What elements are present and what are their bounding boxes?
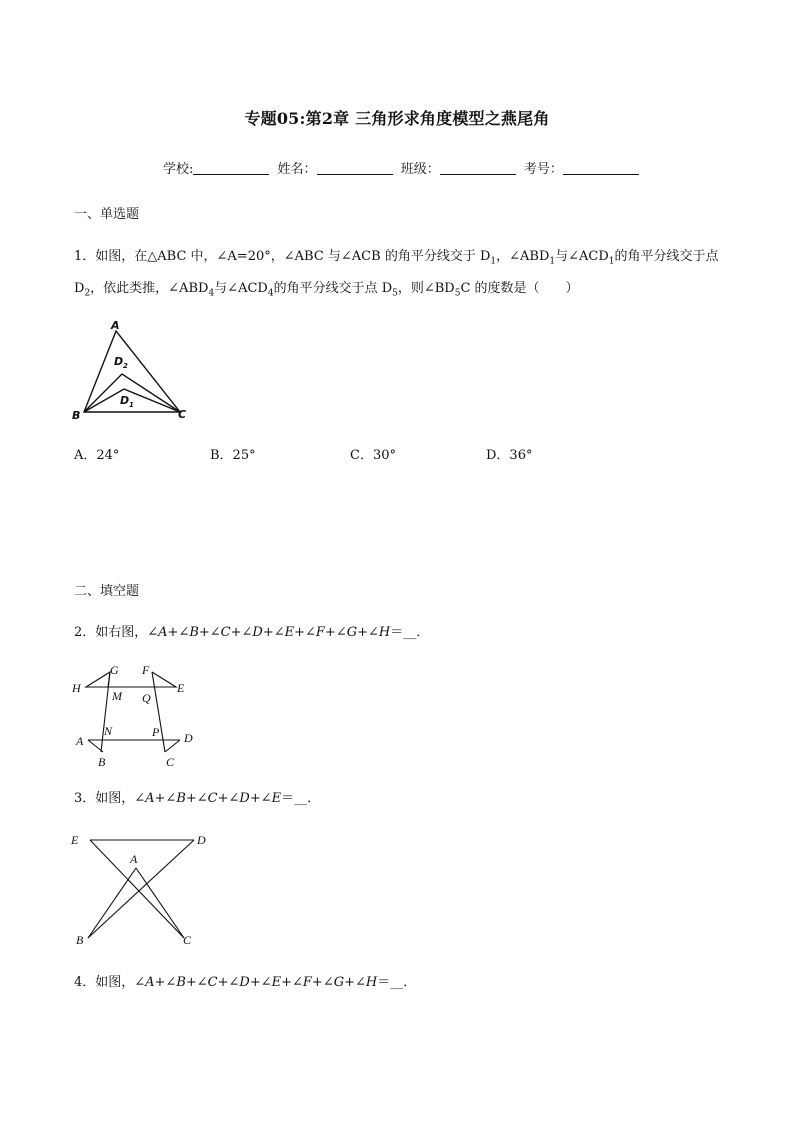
q2-bottom-left-triangle (88, 740, 103, 752)
q3-label-d: D (197, 833, 206, 847)
q1-label-c: C (178, 408, 187, 421)
q4-prefix: 4．如图， (74, 975, 135, 990)
q1-label-d1: D (120, 394, 130, 407)
q1-label-d1-sub: 1 (129, 401, 134, 409)
q3-label-b: B (76, 933, 84, 947)
number-label: 考号： (523, 162, 563, 177)
q1-text-i: ，则∠BD (397, 281, 455, 296)
q3-figure (66, 828, 216, 950)
section-fill-blank: 二、填空题 (74, 584, 140, 599)
q2-label-e: E (177, 681, 185, 695)
q2-label-c: C (166, 755, 175, 769)
q4-suffix: ＝__． (377, 975, 417, 990)
q3-expression: ∠A+∠B+∠C+∠D+∠E (134, 791, 282, 806)
q2-top-left-triangle (86, 672, 110, 687)
q1-sub: 1 (608, 256, 615, 267)
q1-label-b: B (72, 409, 81, 422)
q1-sub: 5 (392, 288, 398, 299)
q3-line-ac (136, 868, 184, 938)
q4-expression: ∠A+∠B+∠C+∠D+∠E+∠F+∠G+∠H (134, 975, 378, 990)
choice-a[interactable]: A．24° (74, 448, 120, 463)
class-blank (440, 162, 516, 175)
q2-label-p: P (152, 725, 160, 739)
choice-c[interactable]: C．30° (350, 448, 396, 463)
number-blank (563, 162, 639, 175)
q1-sub: 1 (490, 256, 497, 267)
q1-text-j: C 的度数是（ ） (460, 281, 579, 296)
q2-label-q: Q (142, 691, 151, 705)
q1-text-g: 与∠ACD (214, 281, 268, 296)
q1-sub: 4 (267, 288, 274, 299)
q1-text-f: ，依此类推，∠ABD (90, 281, 209, 296)
question-2 (74, 619, 429, 647)
question-1-line-1 (74, 243, 719, 276)
q1-text-c: 与∠ACD (555, 249, 609, 264)
q1-triangle-figure (68, 316, 198, 426)
q2-bottom-right-triangle (165, 740, 180, 752)
question-4 (74, 969, 416, 997)
q1-triangle-abc (84, 331, 180, 412)
q1-sub: 4 (208, 288, 215, 299)
choice-b[interactable]: B．25° (210, 448, 256, 463)
q2-label-b: B (98, 755, 106, 769)
q1-sub: 1 (549, 256, 556, 267)
q1-label-d2-sub: 2 (123, 362, 128, 370)
q1-text-a: 1．如图，在△ABC 中，∠A=20°，∠ABC 与∠ACB 的角平分线交于 D (74, 249, 491, 264)
school-label: 学校: (163, 162, 194, 177)
q1-label-a: A (111, 319, 120, 332)
choice-d[interactable]: D．36° (486, 448, 533, 463)
question-1-line-2 (74, 275, 579, 308)
q2-top-right-triangle (152, 672, 176, 687)
q1-text-b: ，∠ABD (496, 249, 550, 264)
section-single-choice: 一、单选题 (74, 207, 140, 222)
q3-suffix: ＝__． (281, 791, 321, 806)
question-3 (74, 785, 320, 813)
q1-text-h: 的角平分线交于点 D (273, 281, 393, 296)
student-info-line (163, 158, 643, 177)
school-blank (193, 162, 269, 175)
q1-text-d: 的角平分线交于点 (614, 249, 719, 264)
q3-label-a: A (130, 852, 138, 866)
q1-label-d2: D (114, 355, 124, 368)
q3-label-e: E (71, 833, 79, 847)
q3-label-c: C (183, 933, 192, 947)
q2-label-n: N (104, 724, 113, 738)
name-label: 姓名： (277, 162, 317, 177)
q1-sub: 5 (454, 288, 461, 299)
page-title: 专题05:第2章 三角形求角度模型之燕尾角 (244, 109, 550, 128)
q2-label-a: A (76, 734, 84, 748)
q1-text-e: D (74, 281, 85, 296)
q2-label-m: M (112, 689, 122, 703)
q2-label-g: G (110, 663, 119, 677)
name-blank (317, 162, 393, 175)
q2-suffix: ＝__． (390, 625, 430, 640)
q2-label-f: F (142, 663, 150, 677)
q2-label-h: H (72, 681, 81, 695)
q3-prefix: 3．如图， (74, 791, 135, 806)
q2-figure (68, 660, 203, 772)
q2-prefix: 2．如右图， (74, 625, 148, 640)
q3-line-ab (88, 868, 136, 938)
q2-expression: ∠A+∠B+∠C+∠D+∠E+∠F+∠G+∠H (147, 625, 391, 640)
class-label: 班级： (400, 162, 440, 177)
q1-sub: 2 (84, 288, 91, 299)
q2-label-d: D (184, 731, 193, 745)
q1-choices (74, 444, 774, 464)
